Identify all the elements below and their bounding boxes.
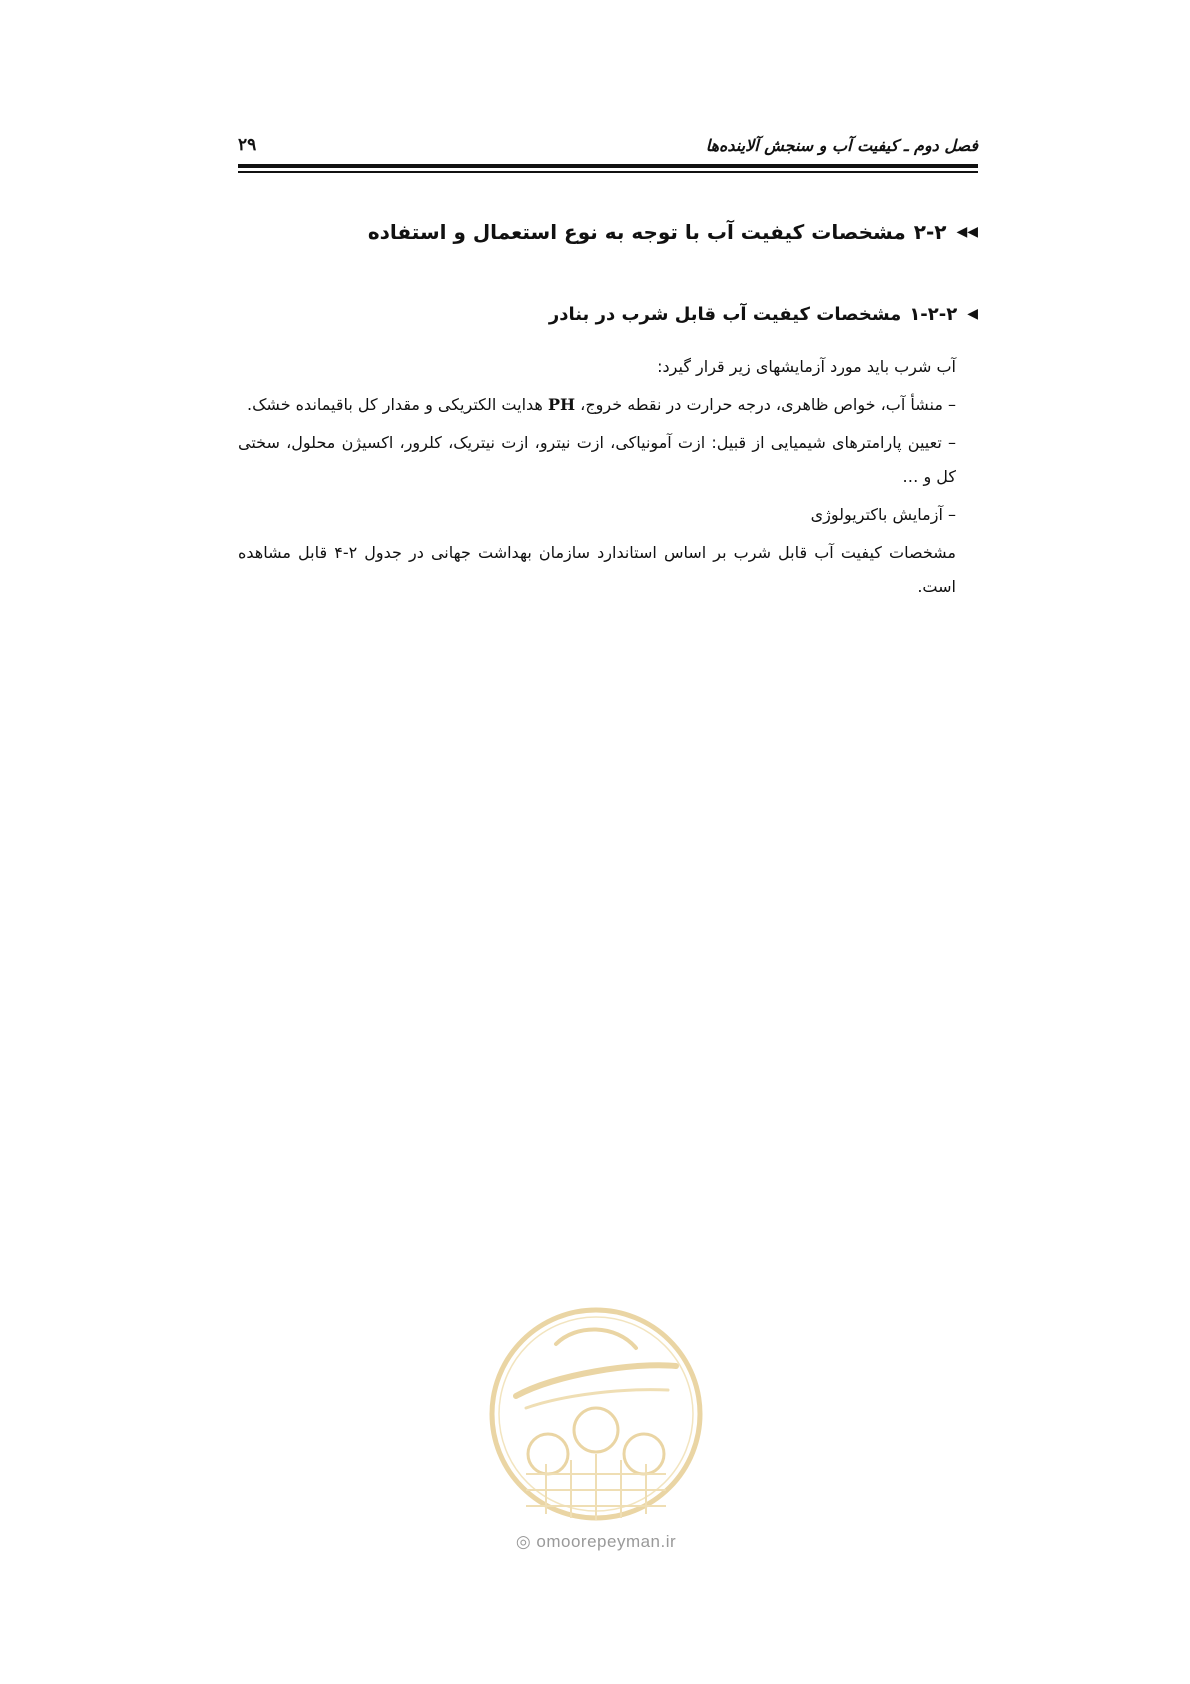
section-heading bbox=[238, 212, 978, 252]
watermark-logo bbox=[486, 1304, 706, 1524]
item1-text-start: – منشأ آب، خواص ظاهری، درجه حرارت در نقطه خروج، bbox=[575, 395, 956, 414]
page-content bbox=[238, 212, 978, 608]
ph-term: PH bbox=[547, 395, 576, 414]
running-header bbox=[238, 128, 978, 162]
list-item-bacteriology: – آزمایش باکتریولوژی bbox=[810, 505, 956, 524]
watermark-url bbox=[486, 1532, 706, 1552]
section-number: ۲-۲ bbox=[913, 220, 947, 244]
header-rule-thin bbox=[238, 171, 978, 173]
watermark-url-text: omoorepeyman.ir bbox=[536, 1532, 677, 1551]
subsection-number: ۱-۲-۲ bbox=[909, 303, 958, 325]
subsection-title: مشخصات کیفیت آب قابل شرب در بنادر bbox=[548, 303, 902, 325]
page-number: ۲۹ bbox=[238, 135, 257, 155]
item1-text-end: هدایت الکتریکی و مقدار کل باقیمانده خشک. bbox=[247, 395, 548, 414]
intro-paragraph: آب شرب باید مورد آزمایشهای زیر قرار گیرد: bbox=[657, 357, 956, 376]
body-text bbox=[238, 350, 978, 604]
section-title: مشخصات کیفیت آب با توجه به نوع استعمال و استفاده bbox=[367, 220, 906, 244]
chapter-title: فصل دوم ـ کیفیت آب و سنجش آلاینده‌ها bbox=[705, 135, 978, 155]
list-item-origin bbox=[238, 388, 978, 422]
header-rule-thick bbox=[238, 164, 978, 168]
double-arrow-icon: ◀◀ bbox=[956, 224, 978, 240]
arrow-icon: ◀ bbox=[967, 306, 978, 322]
list-item-chemical: – تعیین پارامترهای شیمیایی از قبیل: ازت آمونیاکی، ازت نیترو، ازت نیتریک، کلرور، اکسیژن محلول، سختی کل و … bbox=[238, 433, 956, 486]
globe-icon: ◎ bbox=[515, 1532, 532, 1551]
subsection-heading bbox=[238, 296, 978, 332]
closing-paragraph: مشخصات کیفیت آب قابل شرب بر اساس استاندارد سازمان بهداشت جهانی در جدول ۲-۴ قابل مشاهده است. bbox=[238, 543, 957, 596]
